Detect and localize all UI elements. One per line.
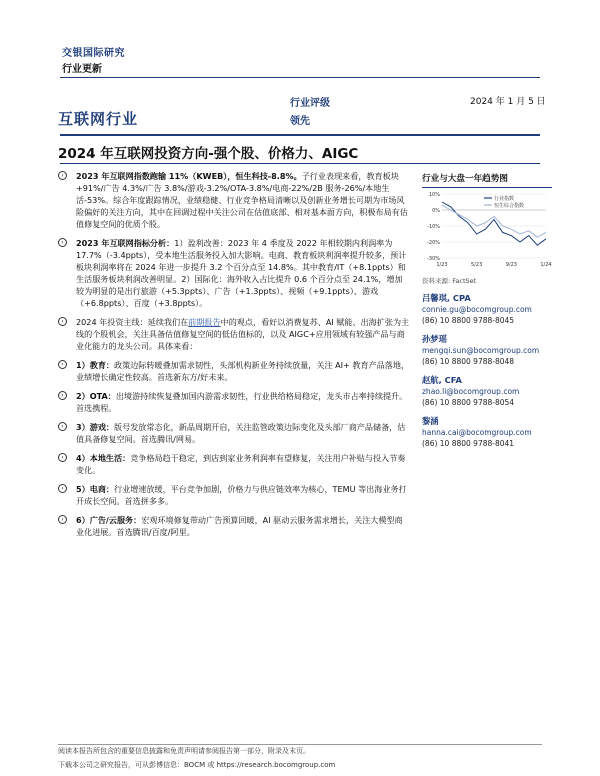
analyst-email[interactable]: zhao.li@bocomgroup.com (422, 387, 520, 396)
trend-chart (422, 188, 552, 270)
legend-label: 行业指数 (494, 196, 515, 202)
analyst-name: 赵航, CFA (422, 375, 462, 385)
paragraph-5 (58, 421, 410, 445)
y-tick-label: -20% (427, 240, 440, 246)
bullet-icon: › (58, 171, 67, 180)
brand-name: 交银国际研究 (62, 48, 125, 59)
analyst-1 (422, 334, 552, 367)
paragraph-lead: 2023 年互联网指标分析： (76, 238, 175, 248)
report-type: 行业更新 (62, 64, 102, 75)
bullet-icon: › (58, 391, 67, 400)
y-tick-label: 10% (428, 192, 440, 198)
bullet-icon: › (58, 422, 67, 431)
analyst-phone: (86) 10 8800 9788-8048 (422, 357, 515, 366)
industry-name: 互联网行业 (58, 110, 139, 128)
bullet-icon: › (58, 360, 67, 369)
legend-label: 恒生综合指数 (494, 203, 525, 209)
bullet-icon: › (58, 238, 67, 247)
title-rule (60, 163, 540, 164)
analyst-phone: (86) 10 8800 9788-8045 (422, 316, 515, 325)
x-tick-label: 1/23 (436, 262, 448, 268)
paragraph-lead: 5）电商： (76, 484, 115, 494)
y-tick-label: 0% (432, 208, 440, 214)
rating-value: 领先 (290, 116, 310, 127)
paragraph-4 (58, 390, 410, 414)
body-column (58, 170, 410, 545)
analyst-email[interactable]: mengqi.sun@bocomgroup.com (422, 346, 540, 355)
top-rule (60, 77, 540, 78)
y-tick-label: -10% (427, 224, 440, 230)
bullet-icon: › (58, 515, 67, 524)
analyst-phone: (86) 10 8800 9788-8054 (422, 398, 515, 407)
analyst-email[interactable]: connie.gu@bocomgroup.com (422, 305, 532, 314)
analyst-3 (422, 416, 552, 449)
header-rule (60, 134, 540, 136)
analyst-0 (422, 293, 552, 326)
y-tick-label: -30% (427, 256, 440, 262)
paragraph-text: 1）盈利改善：2023 年 4 季度及 2022 年相较期内利润率为 17.7%（-3.4ppts），受本地生活服务投入加大影响。电商、教育板块利润率提升较多，预计板块利润率将在 2024 年进一步提升 3.2 个百分点至 14.8%。其中教育/IT（+8.1ppts）和生活服务板块利润改善明显。2）国际化：海外收入占比提升 0.6 个百分点至 24.1%，增加较为明显的是出行旅游（+5.3ppts）、广告（+1.3ppts）、视频（+9.1ppts）、游戏（+6.8ppts）、百度（+3.8ppts）。 (76, 238, 407, 308)
paragraph-1 (58, 237, 410, 309)
report-date: 2024 年 1 月 5 日 (470, 97, 546, 107)
chart-title: 行业与大盘一年趋势图 (422, 172, 552, 188)
x-tick-label: 9/23 (505, 262, 517, 268)
paragraph-6 (58, 452, 410, 476)
analyst-name: 孙梦瑶 (422, 334, 447, 344)
paragraph-8 (58, 514, 410, 538)
footer-download: 下载本公司之研究报告，可从彭博信息：BOCM 或 https://research.bocomgroup.com (58, 761, 336, 769)
sidebar (422, 172, 552, 449)
paragraph-text: 版号发放常态化，新品周期开启，关注监管政策边际变化及头部厂商产品储备，估值具备修复空间。首选腾讯/网易。 (76, 422, 406, 444)
previous-report-link[interactable]: 前期报告 (188, 317, 221, 327)
paragraph-text: 政策边际转暖叠加需求韧性，头部机构新业务持续放量，关注 AI+ 教育产品落地，业绩增长确定性较高。首选新东方/好未来。 (76, 360, 410, 382)
paragraph-3 (58, 359, 410, 383)
paragraph-text: 行业增速放缓，平台竞争加剧，价格力与供应链效率为核心，TEMU 等出海业务打开成长空间。首选拼多多。 (76, 484, 407, 506)
paragraph-lead: 4）本地生活： (76, 453, 131, 463)
paragraph-0 (58, 170, 410, 230)
bullet-icon: › (58, 484, 67, 493)
paragraph-lead: 1）教育： (76, 360, 115, 370)
paragraph-lead: 3）游戏： (76, 422, 115, 432)
paragraph-2 (58, 316, 410, 352)
paragraph-text-before: 2024 年投资主线：延续我们在 (76, 317, 189, 327)
analyst-phone: (86) 10 8800 9788-8041 (422, 439, 515, 448)
paragraph-text: 子行业表现来看，教育板块+91%/广告 4.3%/广告 3.8%/游戏-3.2%/OTA-3.8%/电商-22%/2B 服务-26%/本地生活-53%。综合年度跟踪情况，业绩稳健、行业竞争格局清晰以及创新业务增长可期为市场风险偏好的关注方向，其中在回调过程中关注公司在估值底部、相对基本面方向，积极布局有估值修复空间的优质个股。 (76, 171, 408, 229)
paragraph-text: 中的观点，看好以消费复苏、AI 赋能、出海扩张为主线的个股机会，关注具备估值修复空间的低估值标的，以及 AIGC+应用领域有较强产品与商业化能力的龙头公司。具体来看： (76, 317, 410, 351)
report-title: 2024 年互联网投资方向-强个股、价格力、AIGC (58, 146, 359, 162)
paragraph-text: 出境游持续恢复叠加国内游需求韧性，行业供给格局稳定，龙头市占率持续提升。首选携程。 (76, 391, 408, 413)
analyst-name: 黎涵 (422, 416, 439, 426)
analyst-name: 吕馨琪, CPA (422, 293, 471, 303)
paragraph-lead: 2023 年互联网指数跑输 11%（KWEB），恒生科技-8.8%。 (76, 171, 302, 181)
bullet-icon: › (58, 317, 67, 326)
paragraph-7 (58, 483, 410, 507)
x-tick-label: 1/24 (540, 262, 552, 268)
analyst-email[interactable]: hanna.cai@bocomgroup.com (422, 428, 532, 437)
chart-source: 资料来源: FactSet (422, 277, 477, 285)
bullet-icon: › (58, 453, 67, 462)
paragraph-lead: 2）OTA： (76, 391, 116, 401)
footer-disclaimer: 阅读本报告所包含的重要信息披露和免责声明请参阅报告第一部分，附录及末页。 (58, 747, 310, 755)
footer-rule (58, 744, 542, 745)
x-tick-label: 5/23 (471, 262, 483, 268)
analyst-2 (422, 375, 552, 408)
paragraph-lead: 6）广告/云服务： (76, 515, 142, 525)
rating-label: 行业评级 (290, 98, 330, 109)
paragraph-text: 宏观环境修复带动广告预算回暖，AI 驱动云服务需求增长，关注大模型商业化进展。首选腾讯/百度/阿里。 (76, 515, 403, 537)
paragraph-text: 竞争格局趋于稳定，到店到家业务利润率有望修复，关注用户补贴与投入节奏变化。 (76, 453, 406, 475)
